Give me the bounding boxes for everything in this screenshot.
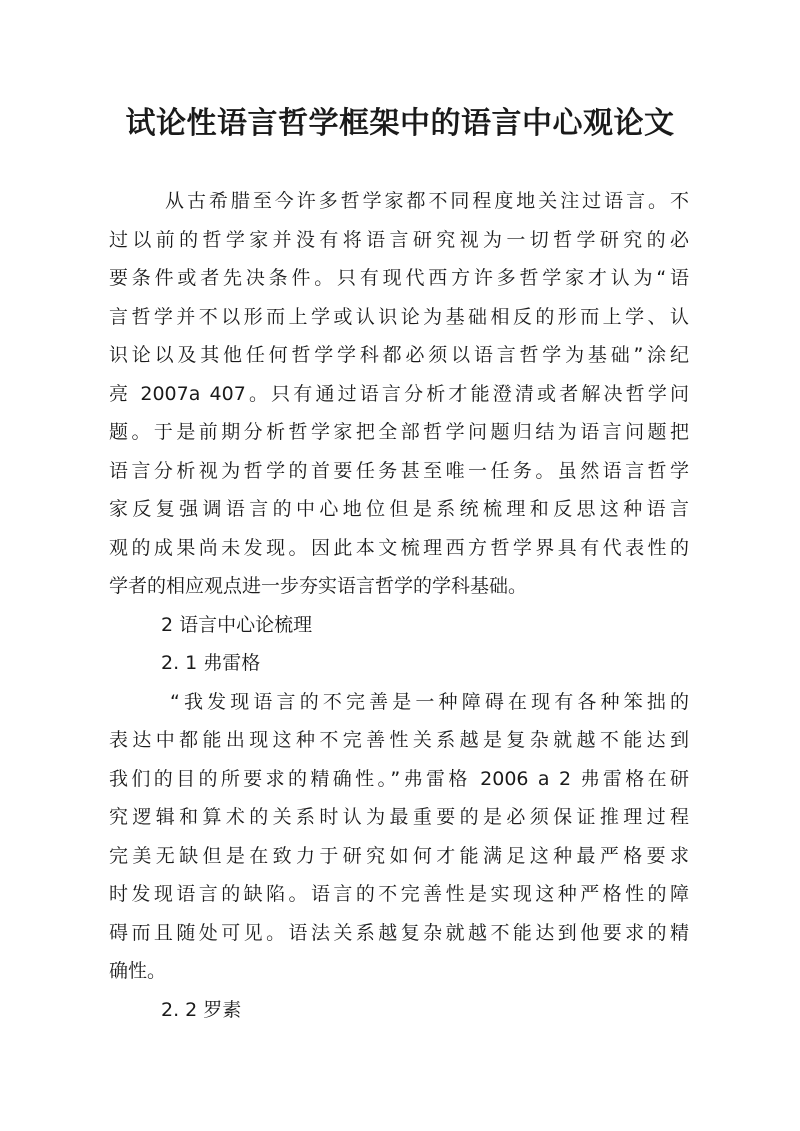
paragraph-line: 观的成果尚未发现。因此本文梳理西方哲学界具有代表性的: [109, 537, 689, 559]
paragraph-line: 亮 2007a 407。只有通过语言分析才能澄清或者解决哲学问: [109, 383, 689, 405]
paragraph-line: 完美无缺但是在致力于研究如何才能满足这种最严格要求: [109, 845, 689, 867]
paragraph-line: 我们的目的所要求的精确性。”弗雷格 2006 a 2 弗雷格在研: [109, 768, 689, 790]
paragraph-line: 究逻辑和算术的关系时认为最重要的是必须保证推理过程: [109, 806, 689, 828]
paragraph-line: 家反复强调语言的中心地位但是系统梳理和反思这种语言: [109, 498, 689, 520]
paragraph-line: 从古希腊至今许多哲学家都不同程度地关注过语言。不: [165, 190, 689, 212]
paragraph-line: 题。于是前期分析哲学家把全部哲学问题归结为语言问题把: [109, 421, 689, 443]
subsection-heading: 2. 1 弗雷格: [161, 652, 261, 674]
paragraph-line: 过以前的哲学家并没有将语言研究视为一切哲学研究的必: [109, 229, 689, 251]
paragraph-line: 碍而且随处可见。语法关系越复杂就越不能达到他要求的精: [109, 922, 689, 944]
paragraph-line: 确性。: [109, 960, 167, 982]
paragraph-line: 识论以及其他任何哲学学科都必须以语言哲学为基础”涂纪: [109, 344, 689, 366]
paragraph-line: 表达中都能出现这种不完善性关系越是复杂就越不能达到: [109, 729, 689, 751]
paragraph-line: 语言分析视为哲学的首要任务甚至唯一任务。虽然语言哲学: [109, 460, 689, 482]
paragraph-line: 时发现语言的缺陷。语言的不完善性是实现这种严格性的障: [109, 883, 689, 905]
subsection-heading: 2. 2 罗素: [161, 999, 242, 1021]
paragraph-line: “我发现语言的不完善是一种障碍在现有各种笨拙的: [170, 691, 689, 713]
paragraph-line: 言哲学并不以形而上学或认识论为基础相反的形而上学、认: [109, 306, 689, 328]
document-title: 试论性语言哲学框架中的语言中心观论文: [125, 106, 675, 141]
paragraph-line: 学者的相应观点进一步夯实语言哲学的学科基础。: [109, 575, 528, 597]
paragraph-line: 要条件或者先决条件。只有现代西方许多哲学家才认为“语: [109, 267, 689, 289]
section-heading: 2 语言中心论梳理: [161, 614, 313, 636]
